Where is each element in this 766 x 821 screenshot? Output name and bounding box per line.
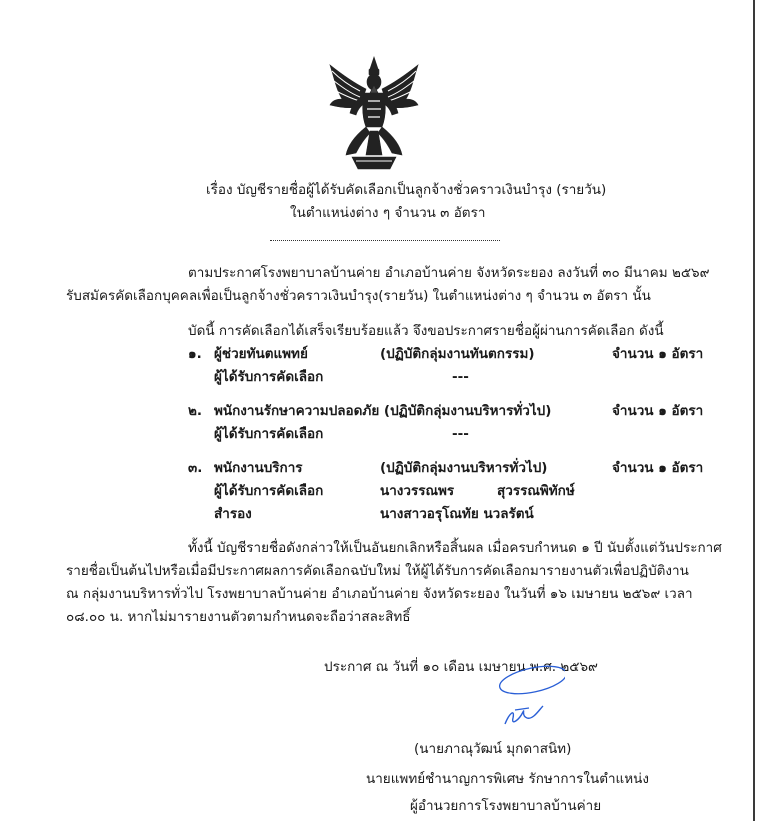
position-1-group: (ปฏิบัติกลุ่มงานทันตกรรม) [380,346,535,362]
position-2-selected-label: ผู้ได้รับการคัดเลือก [214,426,324,442]
announce-date: ประกาศ ณ วันที่ ๑๐ เดือน เมษายน พ.ศ. ๒๕๖๙ [324,659,598,675]
subject-line-1: เรื่อง บัญชีรายชื่อผู้ได้รับคัดเลือกเป็นลูกจ้างชั่วคราวเงินบำรุง (รายวัน) [206,182,607,198]
position-1-selected-value: --- [452,369,469,385]
position-1-number: ๑. [188,346,202,362]
position-1-title: ผู้ช่วยทันตแพทย์ [214,346,308,362]
position-2-quota: จำนวน ๑ อัตรา [612,403,704,419]
position-3-selected-name-last: สุวรรณพิทักษ์ [497,483,575,499]
closing-line-1: ทั้งนี้ บัญชีรายชื่อดังกล่าวให้เป็นอันยกเลิกหรือสิ้นผล เมื่อครบกำหนด ๑ ปี นับตั้งแต่วันประกาศ [188,540,722,556]
signatory-position-2: ผู้อำนวยการโรงพยาบาลบ้านค่าย [410,798,602,814]
position-3-quota: จำนวน ๑ อัตรา [612,460,704,476]
closing-line-4: ๐๘.๐๐ น. หากไม่มารายงานตัวตามกำหนดจะถือว่าสละสิทธิ์ [66,609,411,625]
signatory-name: (นายภาณุวัฒน์ มุกดาสนิท) [414,741,572,757]
position-2-selected-value: --- [452,426,469,442]
closing-line-2: รายชื่อเป็นต้นไปหรือเมื่อมีประกาศผลการคัดเลือกฉบับใหม่ ให้ผู้ได้รับการคัดเลือกมารายงานตัวเพื่อปฏิบัติงาน [66,563,689,579]
position-3-number: ๓. [188,460,203,476]
closing-line-3: ณ กลุ่มงานบริหารทั่วไป โรงพยาบาลบ้านค่าย อำเภอบ้านค่าย จังหวัดระยอง ในวันที่ ๑๖ เมษายน ๒๕๖๙ เวลา [66,586,693,602]
position-3-group: (ปฏิบัติกลุ่มงานบริหารทั่วไป) [380,460,548,476]
intro-line-2: รับสมัครคัดเลือกบุคคลเพื่อเป็นลูกจ้างชั่วคราวเงินบำรุง(รายวัน) ในตำแหน่งต่าง ๆ จำนวน ๓ อัตรา นั้น [66,288,651,304]
position-3-reserve-label: สำรอง [214,506,252,522]
position-1-selected-label: ผู้ได้รับการคัดเลือก [214,369,324,385]
garuda-emblem-icon [326,55,422,171]
signatory-position-1: นายแพทย์ชำนาญการพิเศษ รักษาการในตำแหน่ง [366,771,649,787]
signature-icon [485,660,565,740]
intro-line-1: ตามประกาศโรงพยาบาลบ้านค่าย อำเภอบ้านค่าย จังหวัดระยอง ลงวันที่ ๓๐ มีนาคม ๒๕๖๙ [188,265,710,281]
position-3-title: พนักงานบริการ [214,460,303,476]
page-edge-line [753,0,755,821]
position-3-reserve-name: นางสาวอรุโณทัย นวลรัตน์ [380,506,534,522]
separator-dots [270,240,500,241]
position-3-selected-label: ผู้ได้รับการคัดเลือก [214,483,324,499]
position-2-title: พนักงานรักษาความปลอดภัย (ปฏิบัติกลุ่มงานบริหารทั่วไป) [214,403,552,419]
subject-line-2: ในตำแหน่งต่าง ๆ จำนวน ๓ อัตรา [290,205,486,221]
position-2-number: ๒. [188,403,203,419]
position-3-selected-name-first: นางวรรณพร [380,483,455,499]
position-1-quota: จำนวน ๑ อัตรา [612,346,704,362]
intro-line-3: บัดนี้ การคัดเลือกได้เสร็จเรียบร้อยแล้ว จึงขอประกาศรายชื่อผู้ผ่านการคัดเลือก ดังนี้ [188,323,664,339]
